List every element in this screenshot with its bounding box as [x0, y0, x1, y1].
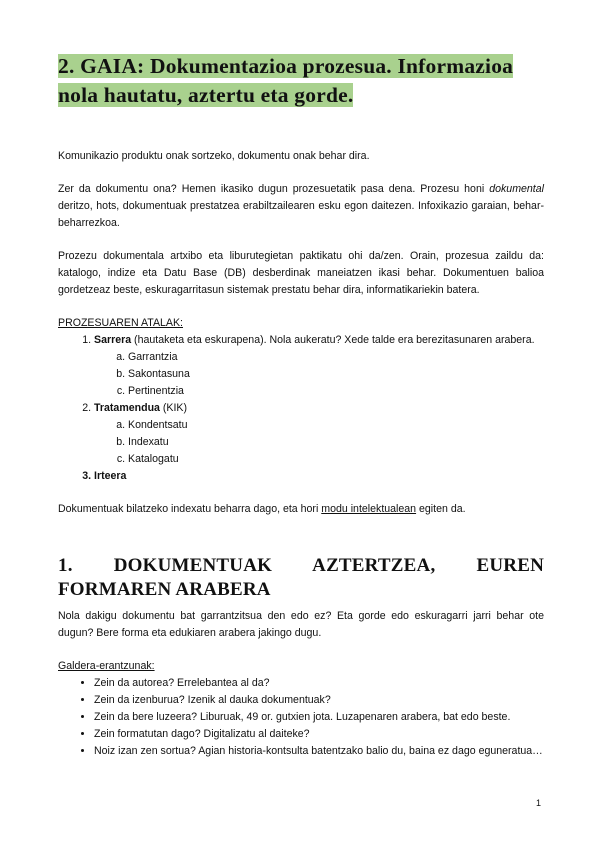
question-item: • Zein da izenburua? Izenik al dauka dokumentuak?: [94, 692, 544, 709]
definition-text-before: Zer da dokumentu ona? Hemen ikasiko dugun prozesuetatik pasa dena. Prozesu honi: [58, 183, 490, 195]
section-heading: 1. DOKUMENTUAK AZTERTZEA, EUREN FORMAREN ARABERA: [58, 555, 544, 600]
section-paragraph: Nola dakigu dokumentu bat garrantzitsua den edo ez? Eta gorde edo eskuragarri jarri behar ote dugun? Bere forma eta edukiaren arabera jakingo dugu.: [58, 610, 544, 639]
questions-list: [58, 675, 544, 760]
question-item: • Zein da bere luzeera? Liburuak, 49 or. gutxien jota. Luzapenaren arabera, bat edo beste.: [94, 709, 544, 726]
phase-subitem: a. Garrantzia: [128, 349, 544, 366]
indexing-text-after: egiten da.: [416, 503, 466, 515]
phase-sublist: [94, 417, 544, 468]
process-paragraph: Prozezu dokumentala artxibo eta liburutegietan paktikatu ohi da/zen. Orain, prozesua zaildu da: katalogo, indize eta Datu Base (DB) desberdinak maneiatzen ikasi behar. Dokumentuen balioa gordetzeaz beste, eskuragarritasun sistemak prestatu behar dira, informatikariekin batera.: [58, 250, 544, 296]
qa-label: Galdera-erantzunak:: [58, 660, 155, 672]
phase-subitem: c. Katalogatu: [128, 451, 544, 468]
phase-title: Irteera: [94, 470, 127, 482]
definition-italic-term: dokumental: [489, 183, 544, 195]
phase-subitem: c. Pertinentzia: [128, 383, 544, 400]
indexing-text-before: Dokumentuak bilatzeko indexatu beharra dago, eta hori: [58, 503, 322, 515]
document-page: [58, 52, 544, 760]
question-item: • Noiz izan zen sortua? Agian historia-kontsulta batentzako balio du, baina ez dago eguneratua…: [94, 743, 544, 760]
phases-label: PROZESUAREN ATALAK:: [58, 317, 183, 329]
phase-title: Sarrera: [94, 334, 132, 346]
indexing-paragraph: [58, 501, 544, 518]
phase-item: [94, 400, 544, 468]
phase-subitem: b. Sakontasuna: [128, 366, 544, 383]
phase-title: Tratamendua: [94, 402, 160, 414]
phase-subitem: a. Kondentsatu: [128, 417, 544, 434]
question-item: • Zein formatutan dago? Digitalizatu al daiteke?: [94, 726, 544, 743]
phase-item: [94, 332, 544, 400]
phase-item: [94, 468, 544, 485]
indexing-underlined-term: modu intelektualean: [321, 503, 417, 515]
chapter-title: [58, 52, 544, 110]
phase-description: (hautaketa eta eskurapena). Nola aukeratu? Xede talde era berezitasunaren arabera.: [131, 334, 535, 346]
definition-text-after: deritzo, hots, dokumentuak prestatzea erabiltzailearen esku egon daitezen. Infoxikazio garaian, behar-beharrezkoa.: [58, 200, 544, 229]
phase-sublist: [94, 349, 544, 400]
phase-description: (KIK): [159, 402, 188, 414]
definition-paragraph: [58, 181, 544, 232]
chapter-title-highlight: 2. GAIA: Dokumentazioa prozesua. Informazioa nola hautatu, aztertu eta gorde.: [58, 54, 514, 107]
phases-list: [58, 332, 544, 485]
page-number: 1: [536, 798, 542, 808]
question-item: • Zein da autorea? Errelebantea al da?: [94, 675, 544, 692]
phase-subitem: b. Indexatu: [128, 434, 544, 451]
intro-paragraph: Komunikazio produktu onak sortzeko, dokumentu onak behar dira.: [58, 150, 370, 162]
